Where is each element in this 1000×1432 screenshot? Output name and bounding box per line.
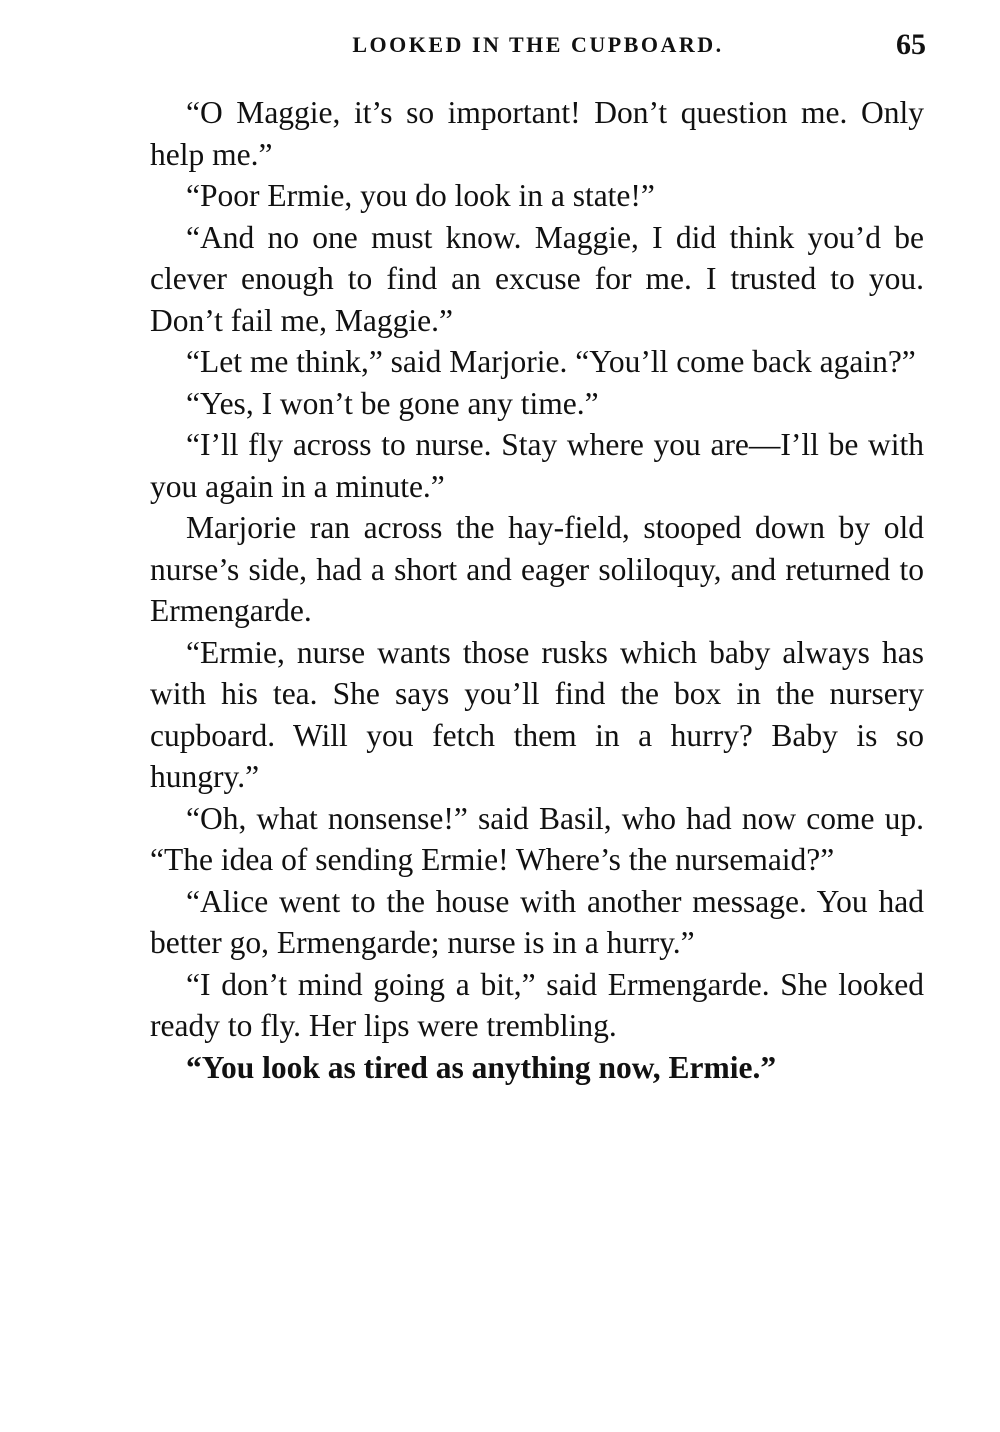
paragraph: “You look as tired as anything now, Ermie.” <box>186 1049 777 1085</box>
paragraph: “Alice went to the house with another message. You had better go, Ermengarde; nurse is in a hurry.” <box>150 883 924 960</box>
paragraph: “And no one must know. Maggie, I did think you’d be clever enough to find an excuse for me. I trusted to you. Don’t fail me, Maggie.” <box>150 219 924 338</box>
body-text <box>150 92 924 1088</box>
paragraph: “I don’t mind going a bit,” said Ermengarde. She looked ready to fly. Her lips were trembling. <box>150 966 924 1043</box>
paragraph: “O Maggie, it’s so important! Don’t question me. Only help me.” <box>150 95 924 172</box>
paragraph: “I’ll fly across to nurse. Stay where you are—I’ll be with you again in a minute.” <box>150 427 924 504</box>
running-head <box>150 28 926 64</box>
paragraph: “Oh, what nonsense!” said Basil, who had now come up. “The idea of sending Ermie! Where’s the nursemaid?” <box>150 800 924 877</box>
paragraph: “Ermie, nurse wants those rusks which baby always has with his tea. She says you’ll find the box in the nursery cupboard. Will you fetch them in a hurry? Baby is so hungry.” <box>150 634 924 794</box>
paragraph: “Yes, I won’t be gone any time.” <box>186 385 599 421</box>
paragraph: “Let me think,” said Marjorie. “You’ll come back again?” <box>186 344 916 379</box>
running-title: LOOKED IN THE CUPBOARD. <box>352 32 724 57</box>
page-number: 65 <box>896 28 926 61</box>
paragraph: Marjorie ran across the hay-field, stooped down by old nurse’s side, had a short and eager soliloquy, and returned to Ermengarde. <box>150 510 924 628</box>
paragraph: “Poor Ermie, you do look in a state!” <box>186 178 655 213</box>
